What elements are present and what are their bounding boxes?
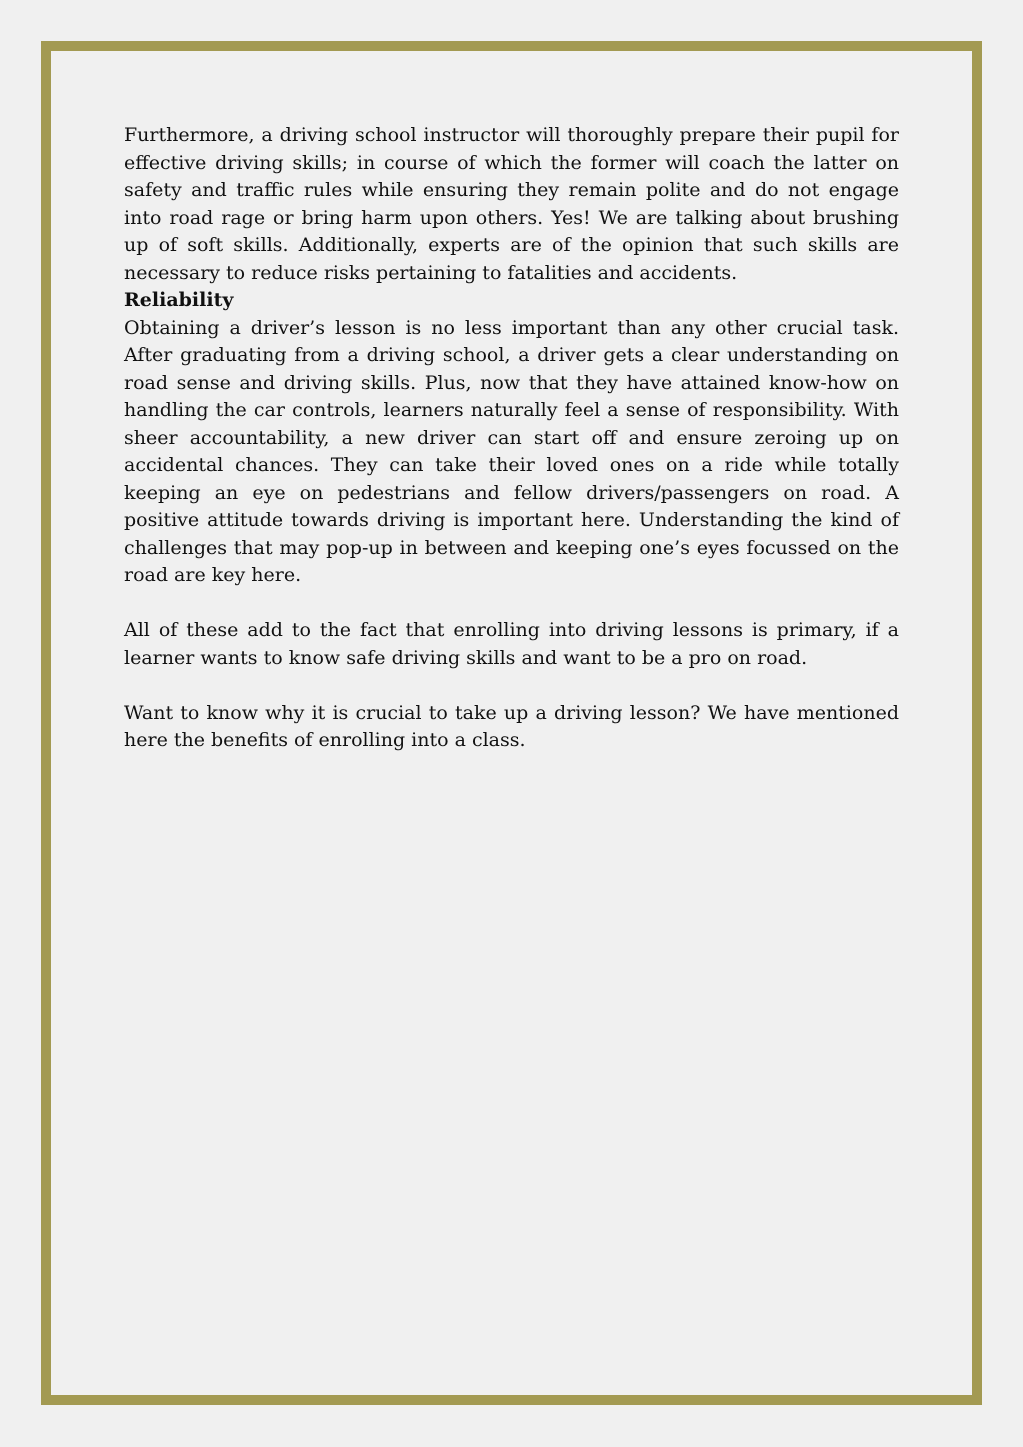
paragraph-benefits-intro: Want to know why it is crucial to take up a driving lesson? We have mentioned here the benefits of enrolling into a class. [124,701,899,751]
paragraph-reliability: Obtaining a driver’s lesson is no less important than any other crucial task. After graduating from a driving school, a driver gets a clear understanding on road sense and driving skills. Plus, now that they have attained know-how on handling the car controls, learners naturally feel a sense of responsibility. With sheer accountability, a new driver can start off and ensure zeroing up on accidental chances. They can take their loved ones on a ride while totally keeping an eye on pedestrians and fellow drivers/passengers on road. A positive attitude towards driving is important here. Understanding the kind of challenges that may pop-up in between and keeping one’s eyes focussed on the road are key here. [124,316,899,586]
heading-reliability: Reliability [124,289,234,311]
paragraph-soft-skills: Furthermore, a driving school instructor will thoroughly prepare their pupil for effective driving skills; in course of which the former will coach the latter on safety and traffic rules while ensuring they remain polite and do not engage into road rage or bring harm upon others. Yes! We are talking about brushing up of soft skills. Additionally, experts are of the opinion that such skills are necessary to reduce risks pertaining to fatalities and accidents. [124,124,899,284]
document-body [124,122,899,755]
paragraph-enrolling: All of these add to the fact that enrolling into driving lessons is primary, if a learner wants to know safe driving skills and want to be a pro on road. [124,619,899,669]
